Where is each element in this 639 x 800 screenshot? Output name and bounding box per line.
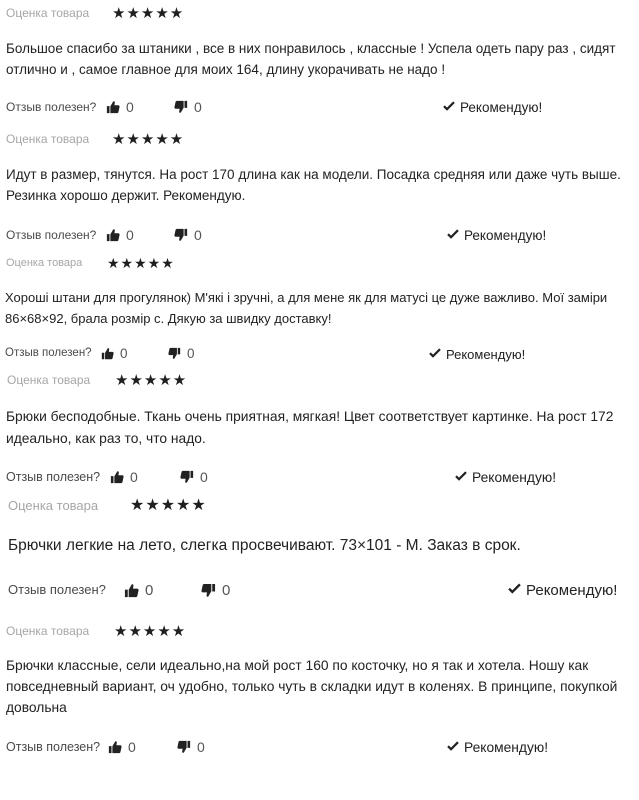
like-button[interactable] [124,582,153,599]
dislike-button[interactable] [174,227,202,243]
helpful-label: Отзыв полезен? [6,470,101,484]
star-rating: ★★★★★ [112,5,185,22]
dislike-count: 0 [194,227,202,243]
like-count: 0 [120,346,128,361]
helpful-label: Отзыв полезен? [6,740,101,754]
thumbs-up-icon [108,740,122,754]
recommend-badge [443,100,542,115]
helpful-label: Отзыв полезен? [6,228,97,242]
helpful-label: Отзыв полезен? [5,347,92,359]
review-text: Хороші штани для прогулянок) М'які і зручні, а для мене як для матусі це дуже важливо. Мої заміри 86×68×92, брала розмір с. Дякую за швидку доставку! [5,290,608,326]
review-text: Брюки бесподобные. Ткань очень приятная, мягкая! Цвет соответствует картинке. На рост 172 идеально, как раз то, что надо. [6,409,614,446]
dislike-count: 0 [187,346,195,361]
like-count: 0 [126,99,134,115]
dislike-count: 0 [200,469,208,485]
like-button[interactable] [106,227,134,243]
review-footer [0,737,639,759]
thumbs-down-icon [168,347,181,360]
dislike-count: 0 [194,99,202,115]
like-count: 0 [128,739,136,755]
thumbs-down-icon [177,740,191,754]
rating-row [7,371,187,389]
star-rating: ★★★★★ [107,254,175,271]
checkmark-icon [429,347,446,362]
thumbs-down-icon [174,100,188,114]
rating-row [8,495,207,515]
review-text: Брючки классные, сели идеально,на мой рост 160 по косточку, но я так и хотела. Ношу как повседневный вариант, оч удобно, только чуть в складки идут в коленях. В принципе, покупкой довольна [6,658,618,715]
rating-row [6,130,184,148]
recommend-badge [429,347,525,362]
like-count: 0 [145,582,154,599]
review-text: Идут в размер, тянутся. На рост 170 длина как на модели. Посадка средняя или даже чуть выше. Резинка хорошо держит. Рекомендую. [6,167,621,203]
recommend-badge [447,740,548,755]
recommend-label: Рекомендую! [526,582,618,599]
star-rating: ★★★★★ [130,497,207,514]
rating-label: Оценка товара [6,6,90,20]
checkmark-icon [447,740,464,755]
rating-row [6,254,175,272]
dislike-count: 0 [222,582,231,599]
thumbs-up-icon [101,347,114,360]
thumbs-up-icon [124,583,139,598]
checkmark-icon [447,228,464,243]
review-footer [0,225,639,247]
review-footer [0,467,639,489]
dislike-button[interactable] [201,582,230,599]
helpful-label: Отзыв полезен? [8,582,106,597]
checkmark-icon [508,582,526,599]
review-text: Брючки легкие на лето, слегка просвечивают. 73×101 - М. Заказ в срок. [8,537,521,554]
recommend-label: Рекомендую! [464,740,549,755]
dislike-button[interactable] [177,739,205,755]
helpful-label: Отзыв полезен? [6,100,97,114]
dislike-count: 0 [197,739,205,755]
like-button[interactable] [108,739,136,755]
like-button[interactable] [110,469,138,485]
rating-label: Оценка товара [6,132,90,146]
thumbs-up-icon [106,100,120,114]
thumbs-down-icon [174,228,188,242]
recommend-label: Рекомендую! [472,470,557,485]
star-rating: ★★★★★ [114,623,187,640]
dislike-button[interactable] [174,99,202,115]
thumbs-down-icon [201,583,216,598]
dislike-button[interactable] [180,469,208,485]
rating-label: Оценка товара [8,497,99,513]
like-count: 0 [130,469,138,485]
thumbs-up-icon [106,228,120,242]
recommend-badge [455,470,556,485]
like-button[interactable] [101,346,128,361]
recommend-label: Рекомендую! [446,347,526,362]
dislike-button[interactable] [168,346,195,361]
like-button[interactable] [106,99,134,115]
star-rating: ★★★★★ [115,372,188,389]
star-rating: ★★★★★ [112,131,185,148]
review-footer [0,344,639,366]
recommend-label: Рекомендую! [460,100,543,115]
thumbs-down-icon [180,470,194,484]
review-footer [0,97,639,119]
rating-row [6,622,186,640]
rating-label: Оценка товара [6,624,90,638]
rating-label: Оценка товара [7,373,91,387]
recommend-label: Рекомендую! [464,228,547,243]
rating-label: Оценка товара [6,257,83,269]
recommend-badge [447,228,546,243]
rating-row [6,4,184,22]
checkmark-icon [455,470,472,485]
review-footer [0,580,639,602]
checkmark-icon [443,100,460,115]
recommend-badge [508,582,617,599]
like-count: 0 [126,227,134,243]
thumbs-up-icon [110,470,124,484]
review-text: Большое спасибо за штаники , все в них понравилось , классные ! Успела одеть пару раз , сидят отлично и , самое главное для моих 164, длину укорачивать не надо ! [6,41,616,77]
